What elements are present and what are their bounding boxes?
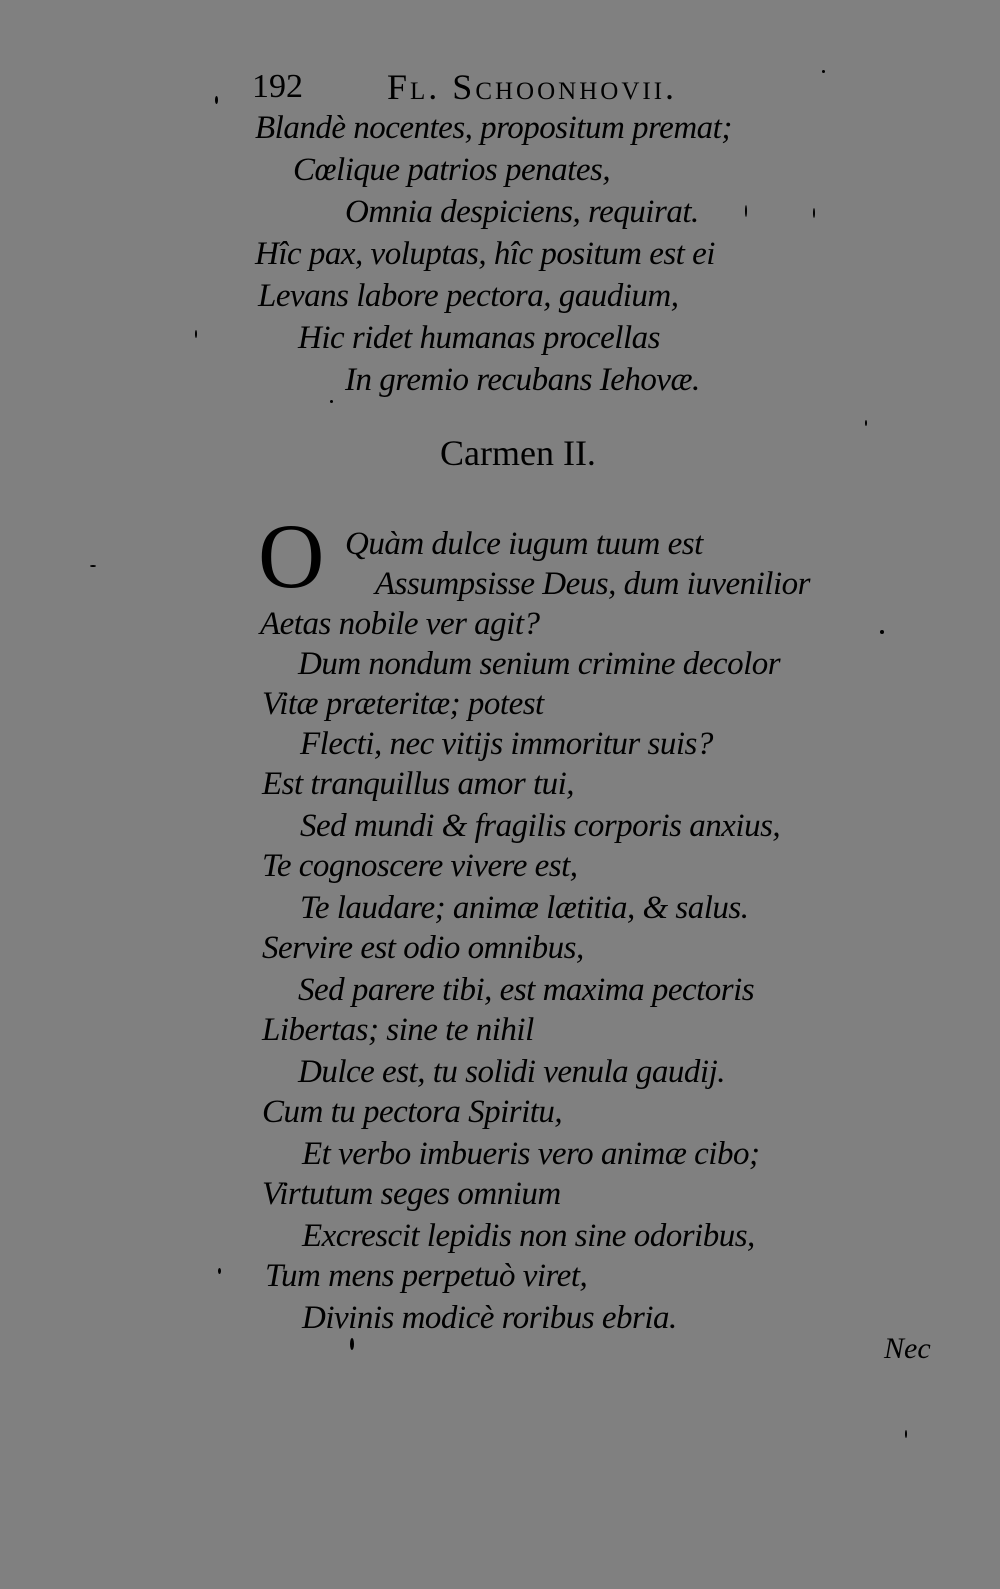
verse-line: Aetas nobile ver agit? [260, 606, 540, 642]
scan-speck [330, 400, 333, 403]
verse-line: Omnia despiciens, requirat. [345, 194, 699, 230]
verse-line: Divinis modicè roribus ebria. [302, 1300, 677, 1336]
verse-line: Sed mundi & fragilis corporis anxius, [300, 808, 781, 844]
page-header [252, 64, 812, 114]
verse-line: Dum nondum senium crimine decolor [298, 646, 781, 682]
verse-line: Servire est odio omnibus, [262, 930, 584, 966]
verse-line: Virtutum seges omnium [262, 1176, 561, 1212]
scan-speck [905, 1430, 907, 1438]
verse-line: Quàm dulce iugum tuum est [345, 526, 703, 562]
verse-line: Blandè nocentes, propositum premat; [255, 110, 732, 146]
verse-line: In gremio recubans Iehovæ. [345, 362, 700, 398]
verse-line: Te laudare; animæ lætitia, & salus. [300, 890, 749, 926]
scan-speck [865, 420, 867, 426]
scan-speck [215, 96, 218, 104]
scan-speck [195, 330, 197, 338]
verse-line: Est tranquillus amor tui, [262, 766, 575, 802]
verse-line: Hic ridet humanas procellas [298, 320, 660, 356]
scan-speck [880, 630, 884, 634]
running-head: Fl. Schoonhovii. [387, 67, 678, 107]
verse-line: Libertas; sine te nihil [262, 1012, 534, 1048]
verse-line: Cum tu pectora Spiritu, [262, 1094, 563, 1130]
verse-line: Te cognoscere vivere est, [262, 848, 578, 884]
verse-line: Dulce est, tu solidi venula gaudij. [298, 1054, 726, 1090]
verse-line: Cœlique patrios penates, [293, 152, 611, 188]
scan-speck [350, 1338, 354, 1350]
scan-speck [822, 70, 825, 73]
verse-line: Hîc pax, voluptas, hîc positum est ei [255, 236, 715, 272]
drop-cap: O [258, 505, 325, 607]
scan-speck [218, 1268, 221, 1274]
verse-line: Excrescit lepidis non sine odoribus, [302, 1218, 755, 1254]
scan-speck [90, 565, 96, 567]
verse-line: Tum mens perpetuò viret, [265, 1258, 588, 1294]
scan-speck [813, 208, 815, 218]
verse-line: Flecti, nec vitijs immoritur suis? [300, 726, 713, 762]
verse-line: Et verbo imbueris vero animæ cibo; [302, 1136, 760, 1172]
scan-speck [745, 205, 747, 217]
section-title: Carmen II. [440, 433, 596, 473]
page-number: 192 [252, 68, 303, 105]
verse-line: Levans labore pectora, gaudium, [258, 278, 679, 314]
catchword: Nec [884, 1332, 931, 1365]
verse-line: Sed parere tibi, est maxima pectoris [298, 972, 755, 1008]
verse-line: Assumpsisse Deus, dum iuvenilior [375, 566, 810, 602]
verse-line: Vitæ præteritæ; potest [262, 686, 544, 722]
